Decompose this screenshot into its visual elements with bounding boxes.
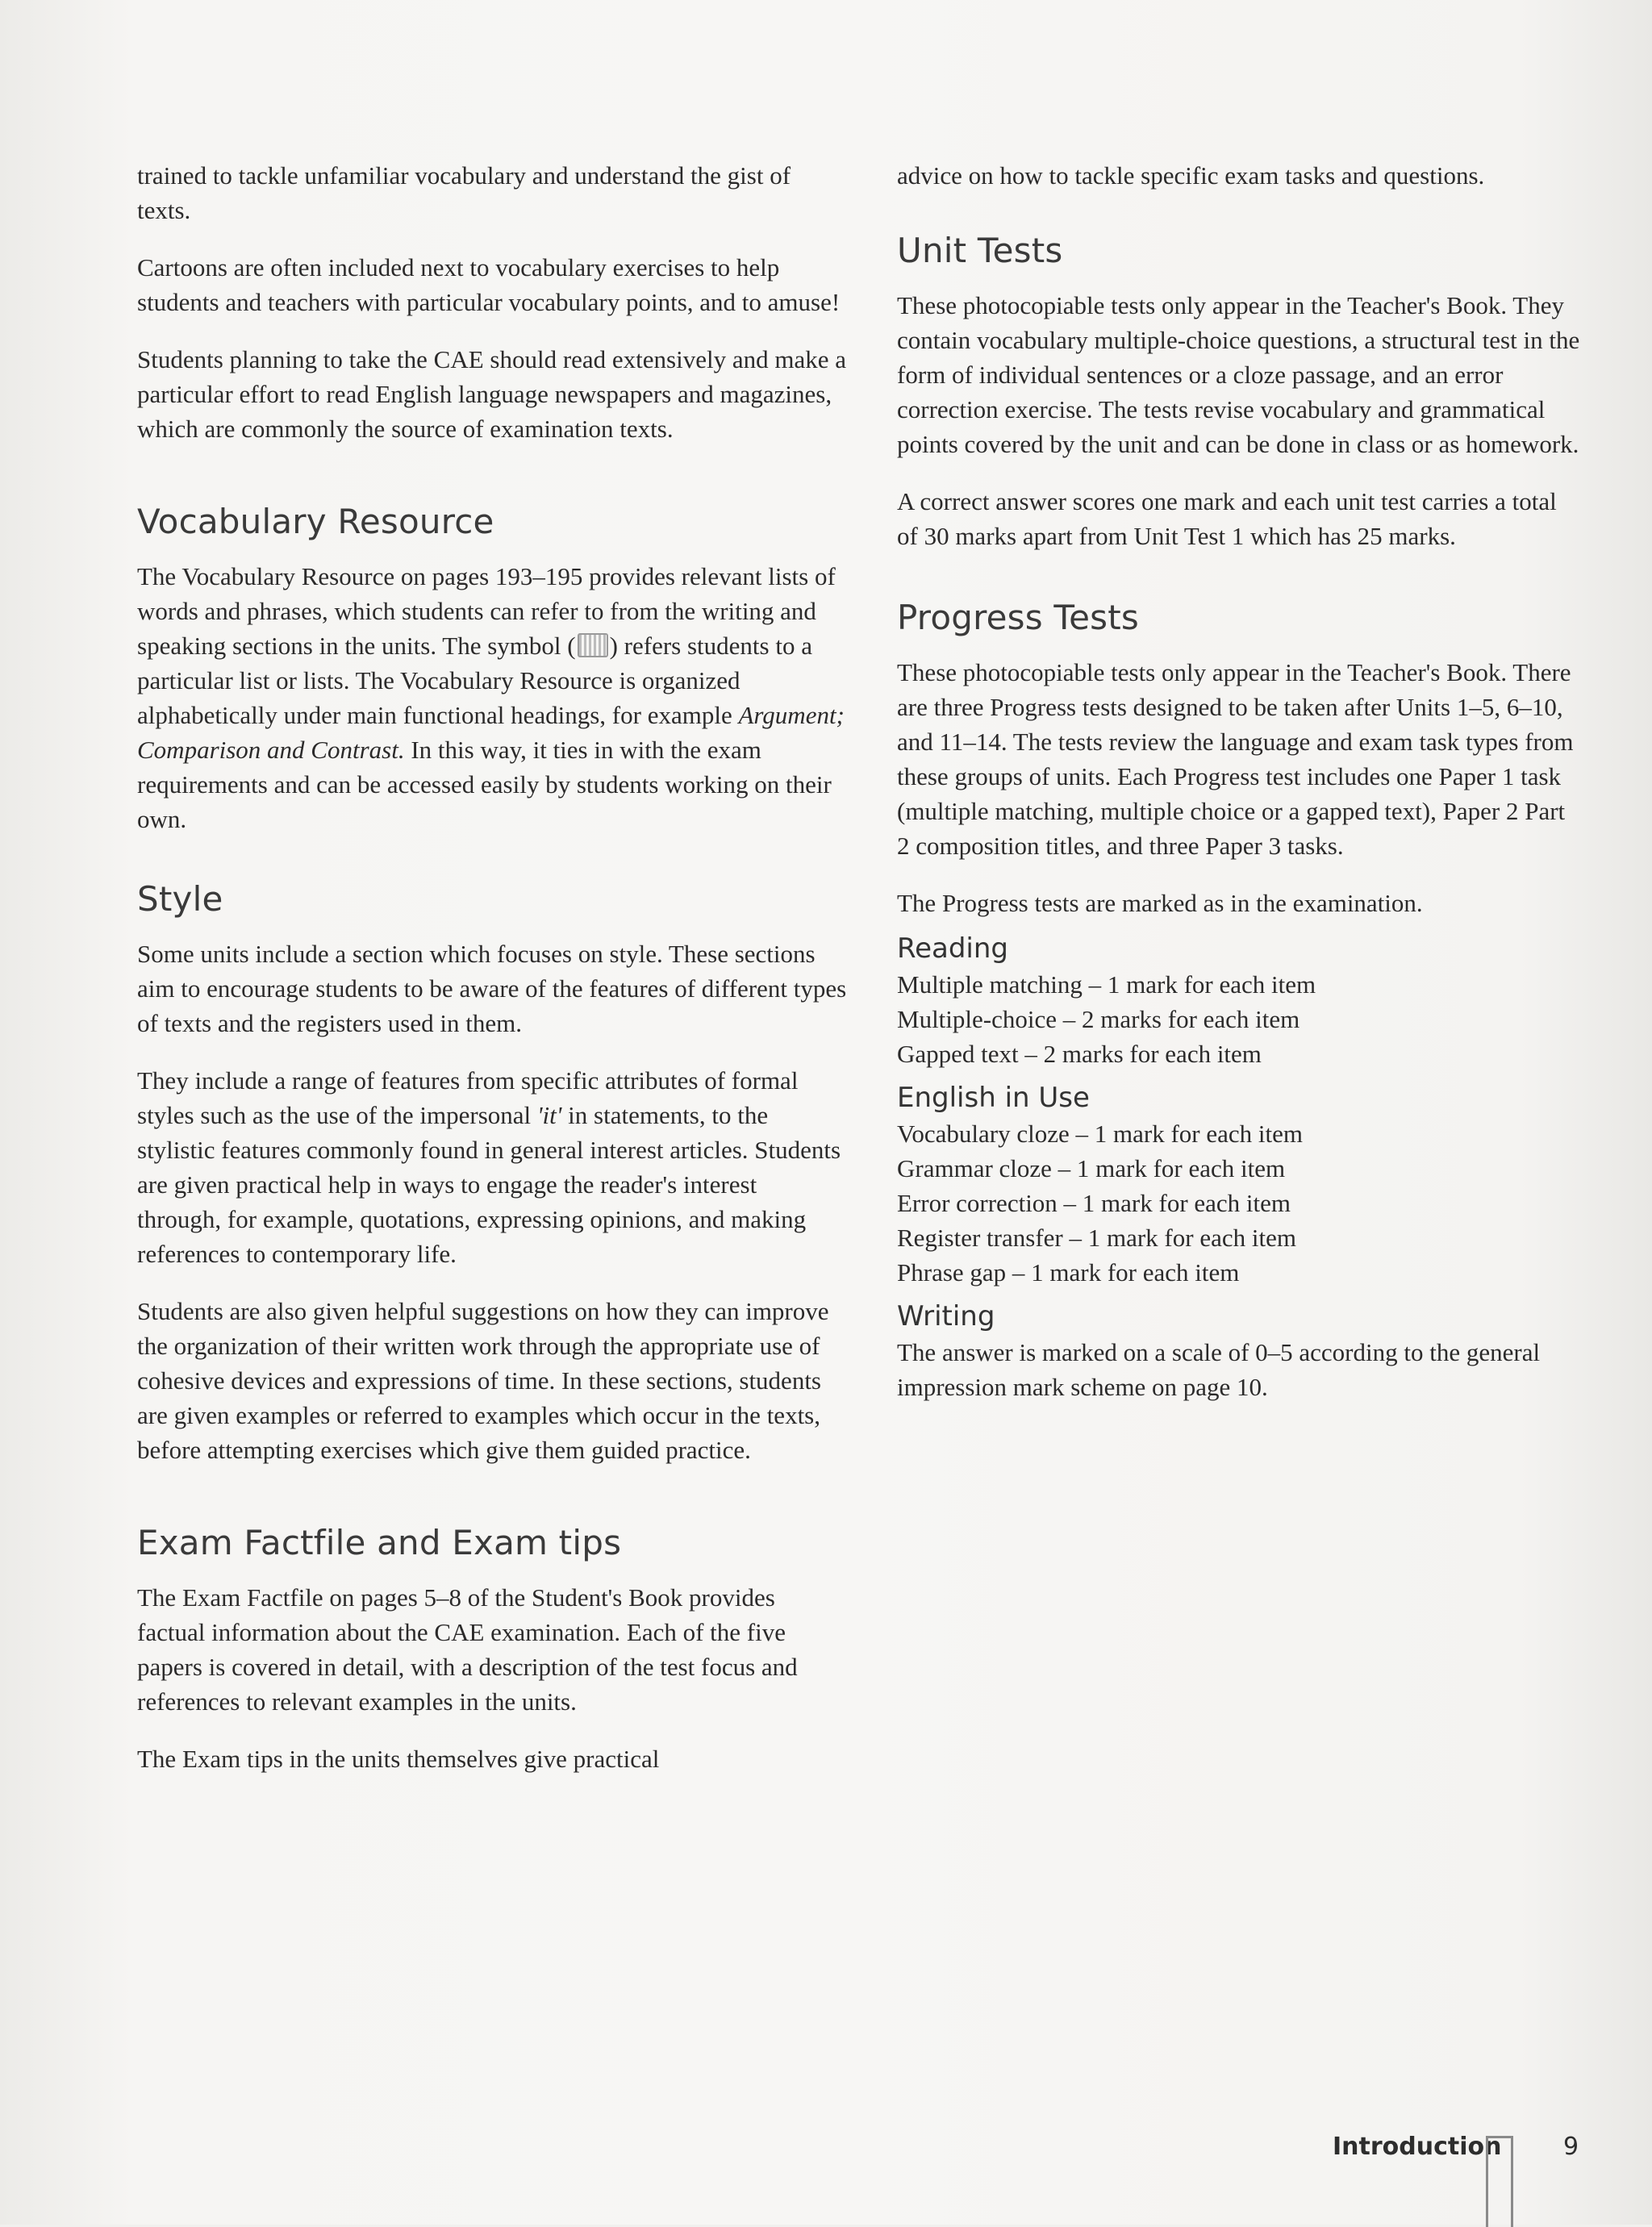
- writing-marks: [897, 1299, 1583, 1404]
- vocabulary-resource-paragraph: [137, 559, 847, 836]
- style-text-a: They include a range of features from specific attributes of formal styles such as the use of the impersonal: [137, 1066, 799, 1129]
- vocab-text-italic: Argument; Comparison and Contrast.: [137, 701, 845, 764]
- section-label: Introduction: [1333, 2133, 1502, 2161]
- unit-tests-paragraph-1: These photocopiable tests only appear in the Teacher's Book. They contain vocabulary multiple-choice questions, a structural test in the form of individual sentences or a cloze passage, and an error correction exercise. The tests revise vocabulary and grammatical points covered by the unit and can be done in class or as homework.: [897, 291, 1580, 458]
- unit-tests-paragraph-2: A correct answer scores one mark and each unit test carries a total of 30 marks apart from Unit Test 1 which has 25 marks.: [897, 487, 1557, 550]
- page-footer: [1323, 2133, 1589, 2168]
- reading-item: Multiple-choice – 2 marks for each item: [897, 1005, 1300, 1033]
- vocabulary-resource-heading: Vocabulary Resource: [137, 502, 494, 541]
- english-in-use-item: Register transfer – 1 mark for each item: [897, 1224, 1296, 1252]
- style-text-italic: 'it': [536, 1101, 562, 1129]
- reading-heading: Reading: [897, 932, 1009, 965]
- reading-item: Multiple matching – 1 mark for each item: [897, 970, 1316, 999]
- left-column: [137, 158, 847, 1799]
- writing-heading: Writing: [897, 1300, 995, 1332]
- english-in-use-heading: English in Use: [897, 1082, 1090, 1114]
- style-heading: Style: [137, 879, 223, 919]
- exam-factfile-paragraph-1: The Exam Factfile on pages 5–8 of the Student's Book provides factual information about the CAE examination. Each of the five papers is covered in detail, with a description of the test focus and references to relevant examples in the units.: [137, 1583, 798, 1716]
- progress-tests-paragraph-1: These photocopiable tests only appear in the Teacher's Book. There are three Progress tests designed to be taken after Units 1–5, 6–10, and 11–14. The tests review the language and exam task types from these groups of units. Each Progress test includes one Paper 1 task (multiple matching, multiple choice or a gapped text), Paper 2 Part 2 composition titles, and three Paper 3 tasks.: [897, 658, 1574, 860]
- english-in-use-item: Phrase gap – 1 mark for each item: [897, 1258, 1240, 1287]
- english-in-use-item: Grammar cloze – 1 mark for each item: [897, 1154, 1286, 1182]
- style-paragraph-1: Some units include a section which focuses on style. These sections aim to encourage students to be aware of the features of different types of texts and the registers used in them.: [137, 940, 847, 1037]
- english-in-use-marks: [897, 1081, 1583, 1290]
- intro-paragraph-1: trained to tackle unfamiliar vocabulary and understand the gist of texts.: [137, 161, 791, 224]
- style-paragraph-2: [137, 1063, 847, 1271]
- page-tab-bracket-icon: [1486, 2136, 1513, 2227]
- vocab-text-a: The Vocabulary Resource on pages 193–195 provides relevant lists of words and phrases, which students can refer to from the writing and speaking sections in the units. The symbol (: [137, 562, 836, 660]
- continuation-paragraph: advice on how to tackle specific exam tasks and questions.: [897, 161, 1485, 190]
- page-number: 9: [1563, 2133, 1579, 2161]
- right-column: [897, 158, 1583, 1427]
- english-in-use-item: Error correction – 1 mark for each item: [897, 1189, 1291, 1217]
- vocab-text-c: In this way, it ties in with the exam requirements and can be accessed easily by students working on their own.: [137, 736, 832, 833]
- intro-paragraph-3: Students planning to take the CAE should read extensively and make a particular effort to read English language newspapers and magazines, which are commonly the source of examination texts.: [137, 345, 846, 443]
- reading-item: Gapped text – 2 marks for each item: [897, 1040, 1262, 1068]
- progress-tests-heading: Progress Tests: [897, 598, 1139, 637]
- intro-paragraph-2: Cartoons are often included next to vocabulary exercises to help students and teachers with particular vocabulary points, and to amuse!: [137, 253, 841, 316]
- progress-tests-paragraph-2: The Progress tests are marked as in the examination.: [897, 889, 1423, 917]
- vocabulary-resource-symbol-icon: [578, 633, 608, 657]
- style-text-b: in statements, to the stylistic features commonly found in general interest articles. Students are given practical help in ways to engage the reader's interest through, for example, quotations, expressing opinions, and making references to contemporary life.: [137, 1101, 841, 1268]
- exam-factfile-heading: Exam Factfile and Exam tips: [137, 1523, 622, 1562]
- english-in-use-item: Vocabulary cloze – 1 mark for each item: [897, 1120, 1303, 1148]
- style-paragraph-3: Students are also given helpful suggestions on how they can improve the organization of their written work through the appropriate use of cohesive devices and expressions of time. In these sections, students are given examples or referred to examples which occur in the texts, before attempting exercises which give them guided practice.: [137, 1297, 829, 1464]
- unit-tests-heading: Unit Tests: [897, 231, 1063, 270]
- vocab-text-b: ) refers students to a particular list or lists. The Vocabulary Resource is organized alphabetically under main functional headings, for example: [137, 632, 812, 729]
- writing-paragraph: The answer is marked on a scale of 0–5 according to the general impression mark scheme on page 10.: [897, 1338, 1541, 1401]
- exam-factfile-paragraph-2: The Exam tips in the units themselves give practical: [137, 1745, 660, 1773]
- reading-marks: [897, 932, 1583, 1071]
